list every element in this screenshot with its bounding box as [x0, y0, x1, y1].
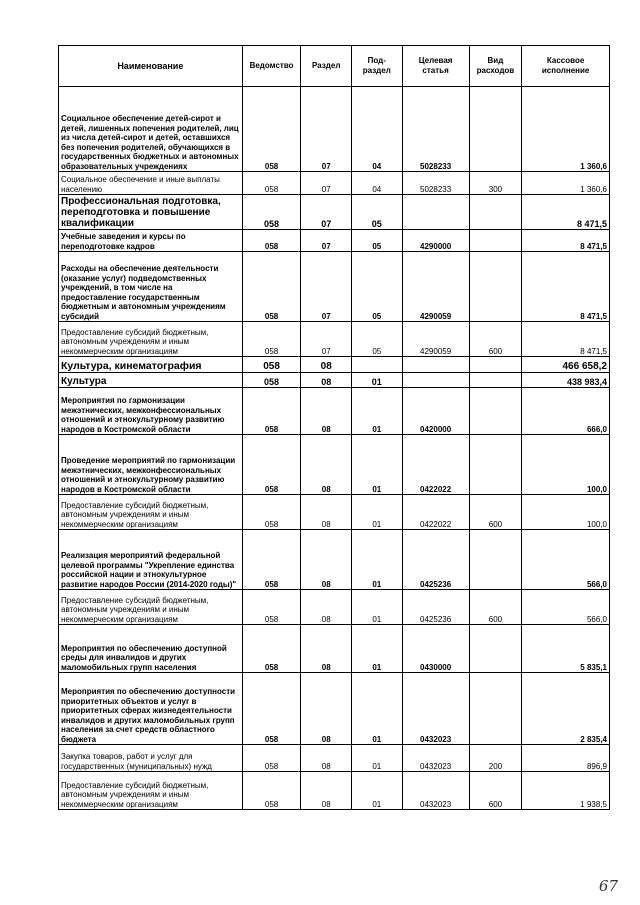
table-row	[59, 230, 610, 252]
row-amount: 100,0	[522, 495, 610, 530]
row-name: Учебные заведения и курсы по переподготовке кадров	[59, 230, 243, 252]
row-name: Предоставление субсидий бюджетным, автономным учреждениям и иным некоммерческим организациям	[59, 772, 243, 810]
row-name: Культура	[59, 373, 243, 388]
row-target: 0432023	[402, 745, 469, 772]
row-section: 08	[301, 357, 352, 373]
row-name: Мероприятия по обеспечению доступной среды для инвалидов и других маломобильных групп населения	[59, 625, 243, 673]
row-target: 0420000	[402, 388, 469, 435]
row-section: 08	[301, 625, 352, 673]
row-subsection: 01	[352, 495, 403, 530]
row-exptype	[469, 435, 522, 495]
row-target: 5028233	[402, 172, 469, 195]
row-target: 0422022	[402, 435, 469, 495]
row-section: 08	[301, 772, 352, 810]
row-subsection: 01	[352, 673, 403, 745]
row-amount: 566,0	[522, 590, 610, 625]
row-subsection: 01	[352, 590, 403, 625]
row-name: Профессиональная подготовка, переподготовка и повышение квалификации	[59, 195, 243, 230]
row-name: Реализация мероприятий федеральной целевой программы "Укрепление единства российской нации и этнокультурное развитие народов России (2014-2020 годы)"	[59, 530, 243, 590]
header-dept: Ведомство	[242, 46, 301, 87]
row-dept: 058	[242, 230, 301, 252]
row-exptype	[469, 357, 522, 373]
table-row	[59, 435, 610, 495]
row-dept: 058	[242, 435, 301, 495]
row-dept: 058	[242, 590, 301, 625]
row-section: 07	[301, 87, 352, 172]
row-amount: 1 360,6	[522, 172, 610, 195]
row-target: 5028233	[402, 87, 469, 172]
row-amount: 100,0	[522, 435, 610, 495]
row-section: 07	[301, 322, 352, 357]
table-row	[59, 745, 610, 772]
row-target	[402, 373, 469, 388]
row-target	[402, 195, 469, 230]
row-dept: 058	[242, 625, 301, 673]
row-subsection	[352, 357, 403, 373]
row-name: Социальное обеспечение и иные выплаты населению	[59, 172, 243, 195]
table-row	[59, 530, 610, 590]
table-row	[59, 495, 610, 530]
table-row	[59, 388, 610, 435]
row-section: 08	[301, 435, 352, 495]
header-target: Целевая статья	[402, 46, 469, 87]
row-subsection: 01	[352, 772, 403, 810]
row-exptype	[469, 195, 522, 230]
row-section: 08	[301, 530, 352, 590]
row-dept: 058	[242, 252, 301, 322]
row-exptype	[469, 252, 522, 322]
row-dept: 058	[242, 322, 301, 357]
row-amount: 8 471,5	[522, 252, 610, 322]
row-exptype: 200	[469, 745, 522, 772]
row-name: Мероприятия по обеспечению доступности приоритетных объектов и услуг в приоритетных сферах жизнедеятельности инвалидов и других маломобильных групп населения за счет средств областного бюджета	[59, 673, 243, 745]
row-exptype	[469, 625, 522, 673]
row-amount: 5 835,1	[522, 625, 610, 673]
row-name: Культура, кинематография	[59, 357, 243, 373]
row-section: 07	[301, 195, 352, 230]
row-dept: 058	[242, 388, 301, 435]
row-dept: 058	[242, 195, 301, 230]
row-target: 0430000	[402, 625, 469, 673]
row-section: 07	[301, 252, 352, 322]
row-exptype: 600	[469, 772, 522, 810]
row-dept: 058	[242, 357, 301, 373]
table-row	[59, 252, 610, 322]
table-row	[59, 673, 610, 745]
row-amount: 8 471,5	[522, 230, 610, 252]
row-name: Закупка товаров, работ и услуг для государственных (муниципальных) нужд	[59, 745, 243, 772]
row-subsection: 05	[352, 252, 403, 322]
row-target: 4290059	[402, 252, 469, 322]
row-amount: 1 938,5	[522, 772, 610, 810]
row-amount: 566,0	[522, 530, 610, 590]
row-amount: 8 471,5	[522, 195, 610, 230]
table-row	[59, 195, 610, 230]
row-dept: 058	[242, 495, 301, 530]
row-name: Социальное обеспечение детей-сирот и детей, лишенных попечения родителей, лиц из числа детей-сирот и детей, оставшихся без попечения родителей, обучающихся в государственных бюджетных и автономных образовательных учреждениях	[59, 87, 243, 172]
row-exptype: 600	[469, 590, 522, 625]
row-subsection: 05	[352, 195, 403, 230]
row-section: 08	[301, 590, 352, 625]
row-target: 0432023	[402, 673, 469, 745]
row-exptype	[469, 230, 522, 252]
table-row	[59, 625, 610, 673]
row-exptype	[469, 87, 522, 172]
row-target: 4290000	[402, 230, 469, 252]
row-dept: 058	[242, 172, 301, 195]
row-exptype: 300	[469, 172, 522, 195]
page-number: 67	[598, 877, 618, 895]
row-section: 07	[301, 230, 352, 252]
row-exptype	[469, 673, 522, 745]
table-row	[59, 322, 610, 357]
row-subsection: 01	[352, 625, 403, 673]
row-dept: 058	[242, 530, 301, 590]
budget-table	[58, 45, 610, 810]
row-name: Мероприятия по гармонизации межэтнических, межконфессиональных отношений и этнокультурному развитию народов в Костромской области	[59, 388, 243, 435]
row-name: Расходы на обеспечение деятельности (оказание услуг) подведомственных учреждений, в том числе на предоставление государственным бюджетным и автономным учреждениям субсидий	[59, 252, 243, 322]
table-row	[59, 172, 610, 195]
row-subsection: 04	[352, 87, 403, 172]
row-dept: 058	[242, 673, 301, 745]
row-subsection: 05	[352, 230, 403, 252]
row-subsection: 01	[352, 530, 403, 590]
row-name: Предоставление субсидий бюджетным, автономным учреждениям и иным некоммерческим организациям	[59, 495, 243, 530]
row-amount: 2 835,4	[522, 673, 610, 745]
row-subsection: 01	[352, 745, 403, 772]
header-amount: Кассовое исполнение	[522, 46, 610, 87]
row-name: Проведение мероприятий по гармонизации межэтнических, межконфессиональных отношений и этнокультурному развитию народов в Костромской области	[59, 435, 243, 495]
row-section: 08	[301, 495, 352, 530]
row-amount: 438 983,4	[522, 373, 610, 388]
row-section: 08	[301, 373, 352, 388]
row-subsection: 01	[352, 388, 403, 435]
row-name: Предоставление субсидий бюджетным, автономным учреждениям и иным некоммерческим организациям	[59, 590, 243, 625]
row-subsection: 01	[352, 373, 403, 388]
row-section: 08	[301, 673, 352, 745]
row-amount: 666,0	[522, 388, 610, 435]
row-exptype	[469, 388, 522, 435]
row-section: 08	[301, 388, 352, 435]
row-dept: 058	[242, 373, 301, 388]
row-dept: 058	[242, 745, 301, 772]
row-subsection: 05	[352, 322, 403, 357]
row-section: 07	[301, 172, 352, 195]
row-exptype: 600	[469, 322, 522, 357]
row-exptype: 600	[469, 495, 522, 530]
header-exptype: Вид расходов	[469, 46, 522, 87]
table-row	[59, 87, 610, 172]
row-amount: 8 471,5	[522, 322, 610, 357]
row-amount: 896,9	[522, 745, 610, 772]
table-row	[59, 590, 610, 625]
header-name: Наименование	[59, 46, 243, 87]
row-target: 4290059	[402, 322, 469, 357]
row-exptype	[469, 373, 522, 388]
row-amount: 466 658,2	[522, 357, 610, 373]
table-row	[59, 357, 610, 373]
row-target: 0432023	[402, 772, 469, 810]
row-target: 0422022	[402, 495, 469, 530]
row-section: 08	[301, 745, 352, 772]
row-subsection: 01	[352, 435, 403, 495]
row-target: 0425236	[402, 590, 469, 625]
row-subsection: 04	[352, 172, 403, 195]
table-row	[59, 373, 610, 388]
row-dept: 058	[242, 87, 301, 172]
row-amount: 1 360,6	[522, 87, 610, 172]
header-section: Раздел	[301, 46, 352, 87]
header-subsection: Под-раздел	[352, 46, 403, 87]
table-header-row	[59, 46, 610, 87]
row-dept: 058	[242, 772, 301, 810]
row-exptype	[469, 530, 522, 590]
row-target	[402, 357, 469, 373]
row-name: Предоставление субсидий бюджетным, автономным учреждениям и иным некоммерческим организациям	[59, 322, 243, 357]
row-target: 0425236	[402, 530, 469, 590]
table-row	[59, 772, 610, 810]
